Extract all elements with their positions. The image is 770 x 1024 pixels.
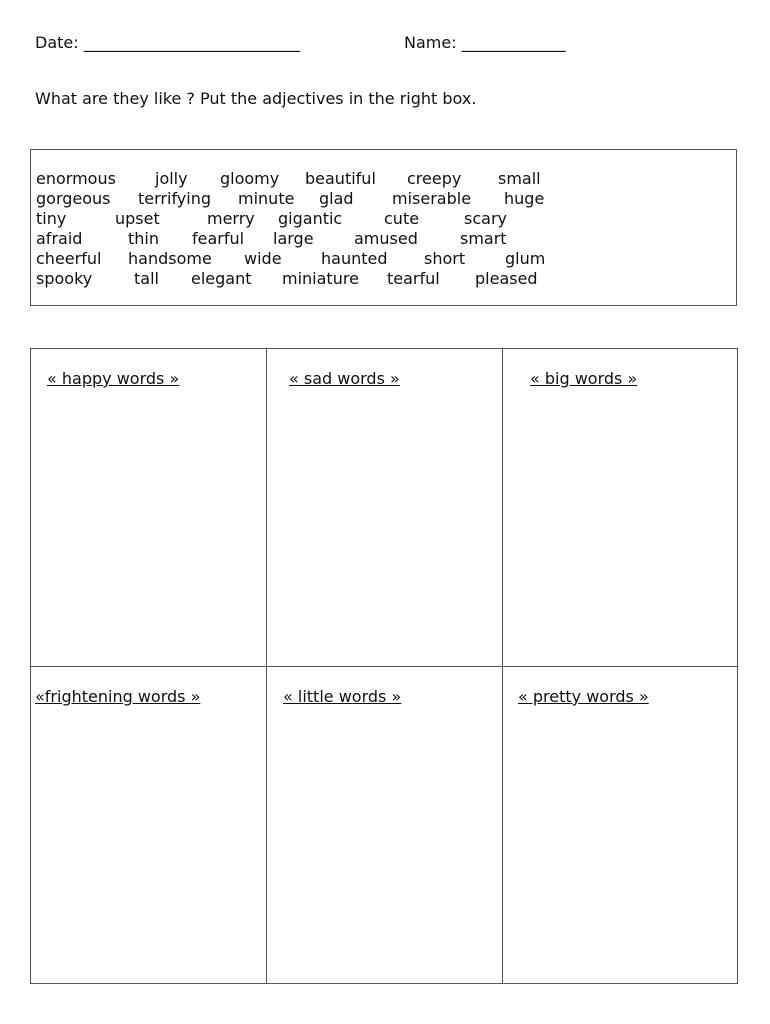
box-label-big-words: « big words » <box>530 369 638 388</box>
box-frightening-words <box>31 667 267 983</box>
word-bank-word: thin <box>128 229 159 248</box>
word-bank <box>30 149 737 306</box>
word-bank-word: jolly <box>155 169 188 188</box>
word-bank-word: short <box>424 249 466 268</box>
word-bank-word: merry <box>207 209 255 228</box>
word-bank-word: amused <box>354 229 418 248</box>
word-bank-word: upset <box>115 209 160 228</box>
instructions-text: What are they like ? Put the adjectives in the right box. <box>35 89 477 108</box>
word-bank-word: gorgeous <box>36 189 111 208</box>
word-bank-word: gloomy <box>220 169 280 188</box>
word-bank-word: huge <box>504 189 545 208</box>
box-label-frightening-words: «frightening words » <box>35 687 201 706</box>
box-label-happy-words: « happy words » <box>47 369 180 388</box>
box-label-sad-words: « sad words » <box>289 369 400 388</box>
word-bank-word: cheerful <box>36 249 102 268</box>
word-bank-word: cute <box>384 209 420 228</box>
word-bank-word: tall <box>134 269 159 288</box>
word-bank-word: miserable <box>392 189 472 208</box>
box-sad-words <box>267 349 503 667</box>
word-bank-word: enormous <box>36 169 116 188</box>
name-field-label: Name: _____________ <box>404 33 566 52</box>
word-bank-word: tiny <box>36 209 67 228</box>
box-big-words <box>503 349 737 667</box>
word-bank-word: scary <box>464 209 507 228</box>
word-bank-word: glum <box>505 249 546 268</box>
box-happy-words <box>31 349 267 667</box>
box-pretty-words <box>503 667 737 983</box>
date-field-label: Date: ___________________________ <box>35 33 300 52</box>
word-bank-word: smart <box>460 229 507 248</box>
word-bank-word: handsome <box>128 249 212 268</box>
word-bank-word: pleased <box>475 269 538 288</box>
word-bank-word: beautiful <box>305 169 376 188</box>
word-bank-word: tearful <box>387 269 440 288</box>
word-bank-word: haunted <box>321 249 388 268</box>
word-bank-word: small <box>498 169 541 188</box>
word-bank-word: wide <box>244 249 282 268</box>
box-little-words <box>267 667 503 983</box>
word-bank-word: elegant <box>191 269 252 288</box>
word-bank-word: spooky <box>36 269 93 288</box>
word-bank-word: fearful <box>192 229 245 248</box>
word-bank-word: miniature <box>282 269 359 288</box>
word-bank-word: afraid <box>36 229 83 248</box>
word-bank-word: large <box>273 229 314 248</box>
word-bank-word: creepy <box>407 169 462 188</box>
word-bank-word: glad <box>319 189 354 208</box>
box-label-little-words: « little words » <box>283 687 402 706</box>
box-label-pretty-words: « pretty words » <box>518 687 649 706</box>
word-bank-word: gigantic <box>278 209 343 228</box>
sorting-grid <box>30 348 738 984</box>
word-bank-word: terrifying <box>138 189 211 208</box>
word-bank-word: minute <box>238 189 295 208</box>
